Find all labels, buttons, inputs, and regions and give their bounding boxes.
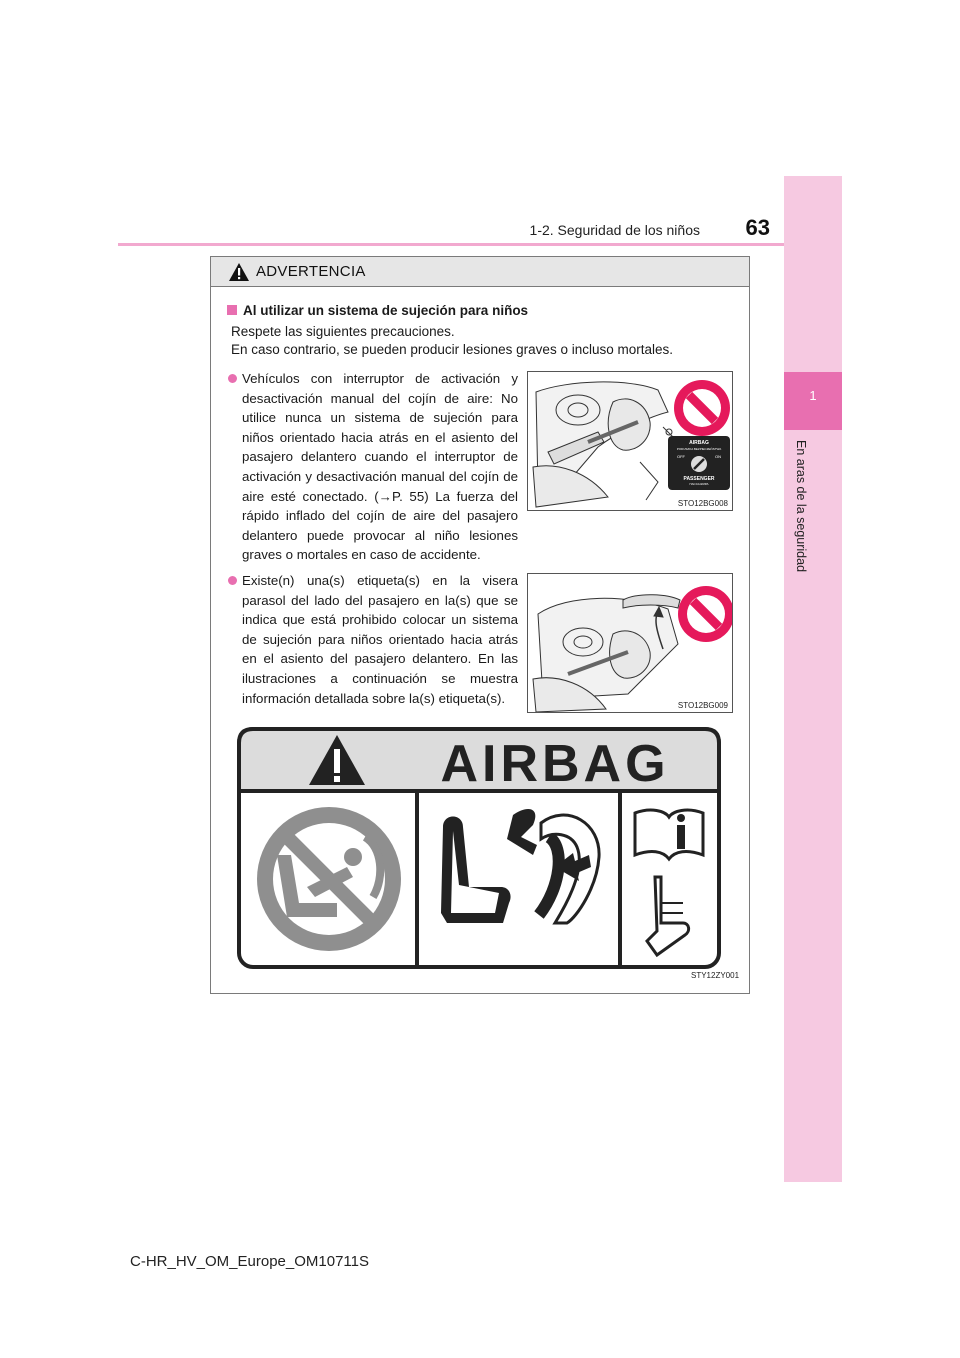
bullet-dot-icon: [228, 374, 237, 383]
svg-text:AIRBAG: AIRBAG: [689, 440, 709, 446]
intro-line-1: Respete las siguientes precauciones.: [231, 324, 455, 339]
svg-text:OFF: OFF: [677, 454, 685, 459]
warning-title: ADVERTENCIA: [256, 263, 366, 280]
document-id: C-HR_HV_OM_Europe_OM10711S: [130, 1253, 369, 1270]
warning-box: [210, 256, 750, 994]
airbag-label-title: AIRBAG: [440, 735, 670, 793]
bullet-text: Existe(n) una(s) etiqueta(s) en la visera parasol del lado del pasajero en la(s) que se indica que está prohibido colocar un sistema de sujeción para niños orientado hacia atrás en el asiento del pasajero delantero. En las ilustraciones a continuación se muestra información detallada sobre la(s) etiqueta(s).: [242, 573, 518, 706]
bullet-text: Vehículos con interruptor de activación y desactivación manual del cojín de aire: No utilice nunca un sistema de sujeción para niños orientado hacia atrás en el asiento del pasajero delantero cuando el interruptor de activación y desactivación manual del cojín de aire esté conectado. (→P. 55) La fuerza del rápido inflado del cojín de aire del pasajero delantero puede provocar al niño lesiones graves o mortales en caso de accidente.: [242, 371, 518, 563]
bullet-dot-icon: [228, 576, 237, 585]
no-rear-facing-seat-icon: [257, 807, 401, 951]
section-title: 1-2. Seguridad de los niños: [529, 222, 700, 238]
warning-triangle-icon: [228, 262, 250, 282]
header-rule: [118, 243, 784, 246]
warning-header: [211, 257, 749, 287]
warning-intro: [231, 323, 741, 359]
bullet-item-switch: [228, 369, 518, 565]
figure-switch-illustration: [527, 371, 733, 511]
square-bullet-icon: [227, 305, 237, 315]
car-interior-illustration: [528, 372, 733, 511]
chapter-number: 1: [809, 388, 817, 403]
chapter-side-band: [784, 176, 842, 1182]
svg-text:ON: ON: [715, 454, 721, 459]
figure-code: STO12BG008: [677, 499, 728, 508]
bullet-item-visor-label: [228, 571, 518, 708]
warning-subheading-text: Al utilizar un sistema de sujeción para niños: [243, 303, 529, 318]
airbag-warning-label: [237, 727, 755, 981]
figure-sunvisor-illustration: [527, 573, 733, 713]
svg-text:PODUSZKA BEZPIECZEŃSTWA: PODUSZKA BEZPIECZEŃSTWA: [676, 447, 722, 451]
intro-line-2: En caso contrario, se pueden producir lesiones graves o incluso mortales.: [231, 342, 673, 357]
svg-text:PASSENGER: PASSENGER: [683, 476, 715, 482]
svg-text:ПАССАЖИРА: ПАССАЖИРА: [689, 482, 709, 486]
figure-code: STO12BG009: [677, 701, 728, 710]
sunvisor-illustration: [528, 574, 733, 713]
chapter-title: En aras de la seguridad: [794, 440, 808, 573]
warning-subheading: [227, 303, 528, 318]
page-number: 63: [745, 215, 770, 240]
figure-code: STY12ZY001: [691, 971, 740, 980]
